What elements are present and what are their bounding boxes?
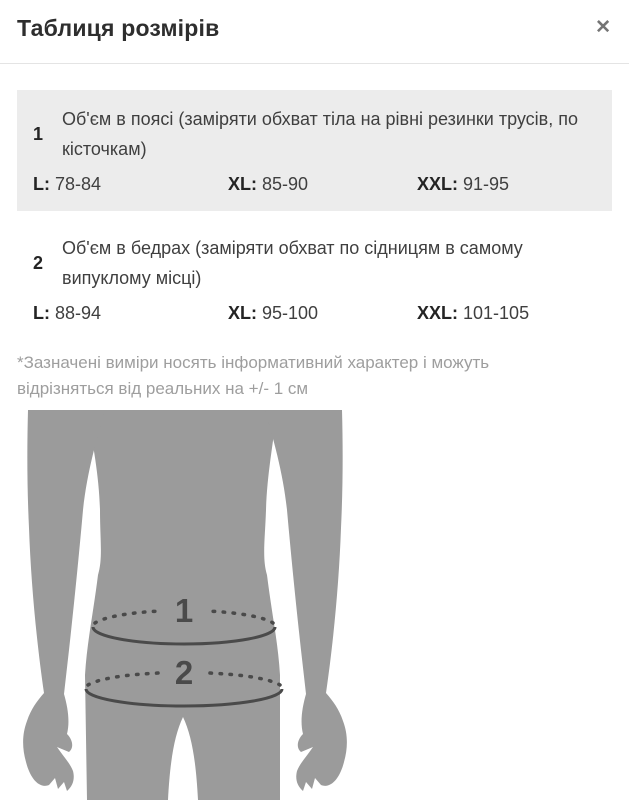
measurement-diagram [17,410,612,800]
section-number: 2 [33,252,44,273]
measurement-section-hips [17,225,612,334]
sizes-row [33,174,596,195]
size-value: 85-90 [262,174,309,194]
section-number: 1 [33,123,44,144]
modal-header [0,0,629,64]
body-silhouette-illustration [17,410,347,800]
sizes-row [33,303,596,324]
measurement-section-waist [17,90,612,211]
close-icon[interactable]: ✕ [595,17,611,38]
section-heading-row [33,104,596,164]
size-value: 101-105 [463,303,530,323]
size-cell-l [33,303,228,324]
size-label: XL: [228,174,257,194]
size-value: 78-84 [55,174,102,194]
hip-measure-label: 2 [174,654,194,691]
size-value: 91-95 [463,174,510,194]
size-label: XXL: [417,174,459,194]
size-label: L: [33,174,50,194]
disclaimer-note: *Зазначені виміри носять інформативний характер і можуть відрізняться від реальних на +/- 1 см [17,353,490,398]
size-cell-xl [228,303,417,324]
size-value: 88-94 [55,303,102,323]
size-label: L: [33,303,50,323]
size-cell-xxl [417,174,509,195]
section-description: Об'єм в поясі (заміряти обхват тіла на рівні резинки трусів, по кісточкам) [62,109,579,159]
modal-content [0,64,629,800]
section-description: Об'єм в бедрах (заміряти обхват по сідницям в самому випуклому місці) [62,238,523,288]
size-value: 95-100 [262,303,319,323]
section-heading-row [33,233,596,293]
size-label: XXL: [417,303,459,323]
size-label: XL: [228,303,257,323]
waist-measure-label: 1 [174,592,194,629]
modal-title: Таблиця розмірів [17,15,220,41]
size-cell-xxl [417,303,529,324]
size-cell-xl [228,174,417,195]
size-cell-l [33,174,228,195]
